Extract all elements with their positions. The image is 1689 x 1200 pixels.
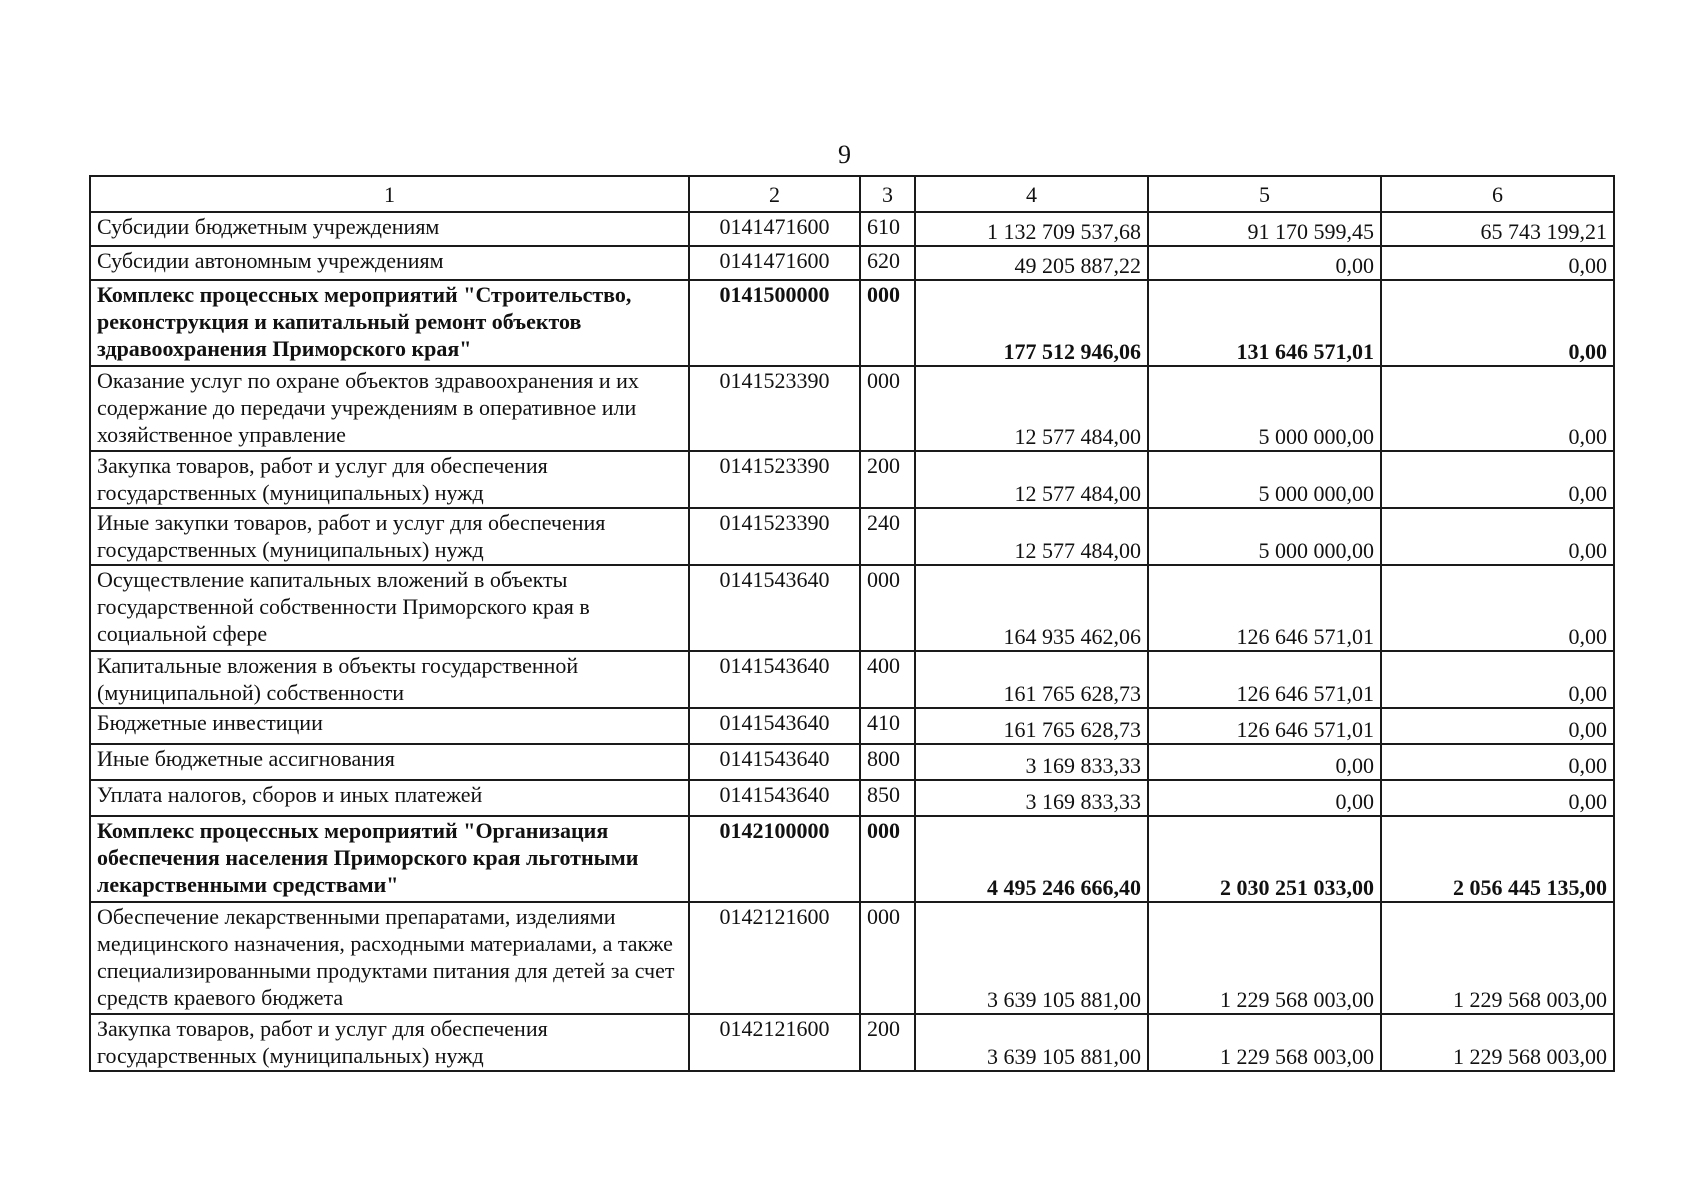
row-amount-col5: 131 646 571,01 (1148, 280, 1381, 366)
row-type: 000 (860, 366, 915, 451)
row-code: 0141543640 (689, 565, 860, 651)
row-amount-col4: 49 205 887,22 (915, 246, 1148, 280)
row-amount-col4: 3 169 833,33 (915, 744, 1148, 780)
page-number: 9 (838, 140, 851, 169)
row-name: Комплекс процессных мероприятий "Организация обеспечения населения Приморского края льготными лекарственными средствами" (90, 816, 689, 902)
table-row (90, 246, 1614, 280)
row-amount-col5: 0,00 (1148, 744, 1381, 780)
row-type: 200 (860, 451, 915, 508)
row-amount-col5: 1 229 568 003,00 (1148, 902, 1381, 1014)
row-amount-col6: 0,00 (1381, 451, 1614, 508)
table-row (90, 780, 1614, 816)
row-amount-col4: 164 935 462,06 (915, 565, 1148, 651)
row-type: 200 (860, 1014, 915, 1071)
column-header-4: 4 (915, 176, 1148, 212)
row-type: 400 (860, 651, 915, 708)
column-header-1: 1 (90, 176, 689, 212)
table-row (90, 212, 1614, 246)
row-name: Субсидии автономным учреждениям (90, 246, 689, 280)
table-row (90, 816, 1614, 902)
row-code: 0141543640 (689, 744, 860, 780)
row-amount-col5: 126 646 571,01 (1148, 651, 1381, 708)
row-amount-col4: 161 765 628,73 (915, 651, 1148, 708)
row-amount-col4: 1 132 709 537,68 (915, 212, 1148, 246)
table-row (90, 366, 1614, 451)
row-amount-col4: 3 639 105 881,00 (915, 902, 1148, 1014)
row-amount-col6: 0,00 (1381, 280, 1614, 366)
row-amount-col5: 126 646 571,01 (1148, 708, 1381, 744)
table-row (90, 508, 1614, 565)
row-code: 0141523390 (689, 451, 860, 508)
budget-table (89, 175, 1615, 1072)
row-amount-col6: 0,00 (1381, 565, 1614, 651)
row-amount-col5: 2 030 251 033,00 (1148, 816, 1381, 902)
row-amount-col4: 12 577 484,00 (915, 366, 1148, 451)
row-amount-col4: 3 639 105 881,00 (915, 1014, 1148, 1071)
row-code: 0141543640 (689, 708, 860, 744)
row-type: 240 (860, 508, 915, 565)
row-type: 000 (860, 280, 915, 366)
row-amount-col5: 126 646 571,01 (1148, 565, 1381, 651)
row-type: 000 (860, 902, 915, 1014)
row-name: Оказание услуг по охране объектов здравоохранения и их содержание до передачи учреждениям в оперативное или хозяйственное управление (90, 366, 689, 451)
row-amount-col5: 5 000 000,00 (1148, 366, 1381, 451)
row-amount-col5: 0,00 (1148, 780, 1381, 816)
row-amount-col4: 177 512 946,06 (915, 280, 1148, 366)
row-type: 410 (860, 708, 915, 744)
row-name: Обеспечение лекарственными препаратами, изделиями медицинского назначения, расходными материалами, а также специализированными продуктами питания для детей за счет средств краевого бюджета (90, 902, 689, 1014)
row-name: Закупка товаров, работ и услуг для обеспечения государственных (муниципальных) нужд (90, 1014, 689, 1071)
row-code: 0142121600 (689, 1014, 860, 1071)
row-name: Иные бюджетные ассигнования (90, 744, 689, 780)
table-row (90, 565, 1614, 651)
table-row (90, 1014, 1614, 1071)
row-amount-col5: 5 000 000,00 (1148, 451, 1381, 508)
table-header-row (90, 176, 1614, 212)
row-name: Уплата налогов, сборов и иных платежей (90, 780, 689, 816)
row-type: 620 (860, 246, 915, 280)
table-row (90, 708, 1614, 744)
table-row (90, 280, 1614, 366)
row-amount-col6: 0,00 (1381, 651, 1614, 708)
row-name: Осуществление капитальных вложений в объекты государственной собственности Приморского края в социальной сфере (90, 565, 689, 651)
row-amount-col4: 3 169 833,33 (915, 780, 1148, 816)
row-amount-col6: 1 229 568 003,00 (1381, 902, 1614, 1014)
row-amount-col6: 0,00 (1381, 508, 1614, 565)
row-code: 0142121600 (689, 902, 860, 1014)
row-amount-col4: 12 577 484,00 (915, 508, 1148, 565)
row-amount-col6: 0,00 (1381, 780, 1614, 816)
row-amount-col6: 0,00 (1381, 708, 1614, 744)
row-code: 0142100000 (689, 816, 860, 902)
row-code: 0141543640 (689, 651, 860, 708)
row-name: Комплекс процессных мероприятий "Строительство, реконструкция и капитальный ремонт объектов здравоохранения Приморского края" (90, 280, 689, 366)
column-header-6: 6 (1381, 176, 1614, 212)
row-amount-col4: 161 765 628,73 (915, 708, 1148, 744)
column-header-2: 2 (689, 176, 860, 212)
row-amount-col5: 0,00 (1148, 246, 1381, 280)
row-amount-col6: 0,00 (1381, 366, 1614, 451)
row-type: 610 (860, 212, 915, 246)
table-row (90, 651, 1614, 708)
row-amount-col6: 0,00 (1381, 246, 1614, 280)
row-amount-col4: 12 577 484,00 (915, 451, 1148, 508)
row-amount-col4: 4 495 246 666,40 (915, 816, 1148, 902)
row-type: 000 (860, 565, 915, 651)
row-code: 0141543640 (689, 780, 860, 816)
row-amount-col6: 65 743 199,21 (1381, 212, 1614, 246)
row-name: Иные закупки товаров, работ и услуг для обеспечения государственных (муниципальных) нужд (90, 508, 689, 565)
row-amount-col5: 5 000 000,00 (1148, 508, 1381, 565)
row-amount-col6: 2 056 445 135,00 (1381, 816, 1614, 902)
row-type: 850 (860, 780, 915, 816)
row-name: Закупка товаров, работ и услуг для обеспечения государственных (муниципальных) нужд (90, 451, 689, 508)
row-amount-col5: 1 229 568 003,00 (1148, 1014, 1381, 1071)
table-row (90, 902, 1614, 1014)
row-amount-col5: 91 170 599,45 (1148, 212, 1381, 246)
row-code: 0141471600 (689, 212, 860, 246)
row-name: Субсидии бюджетным учреждениям (90, 212, 689, 246)
table-row (90, 451, 1614, 508)
row-code: 0141523390 (689, 508, 860, 565)
row-type: 800 (860, 744, 915, 780)
row-name: Капитальные вложения в объекты государственной (муниципальной) собственности (90, 651, 689, 708)
row-amount-col6: 0,00 (1381, 744, 1614, 780)
row-type: 000 (860, 816, 915, 902)
row-code: 0141500000 (689, 280, 860, 366)
row-name: Бюджетные инвестиции (90, 708, 689, 744)
table-row (90, 744, 1614, 780)
row-code: 0141471600 (689, 246, 860, 280)
column-header-5: 5 (1148, 176, 1381, 212)
column-header-3: 3 (860, 176, 915, 212)
row-amount-col6: 1 229 568 003,00 (1381, 1014, 1614, 1071)
row-code: 0141523390 (689, 366, 860, 451)
